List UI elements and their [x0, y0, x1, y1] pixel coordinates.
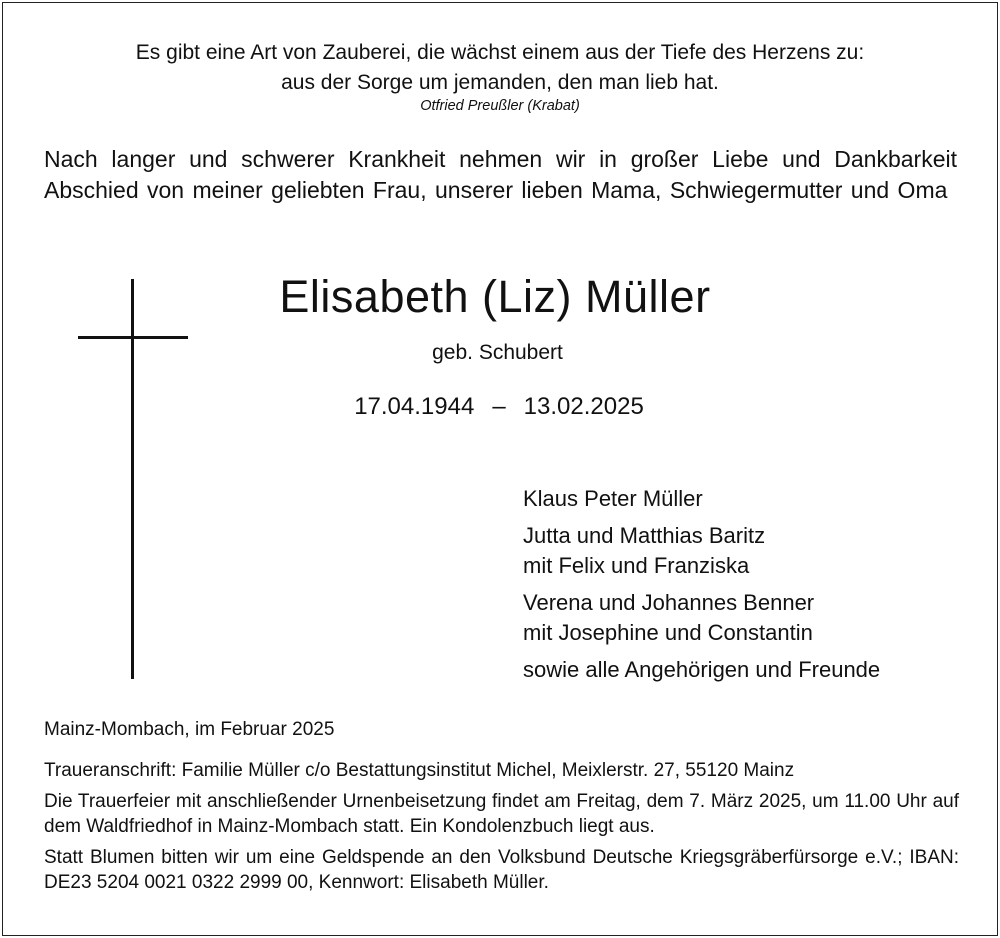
- mourner-group: [523, 484, 880, 514]
- life-dates: [0, 390, 998, 424]
- mourner-group: [523, 521, 880, 581]
- intro-text: Nach langer und schwerer Krankheit nehmen wir in großer Liebe und Dankbarkeit Abschied von meiner geliebten Frau, unserer lieben Mama, Schwiegermutter und Oma: [44, 146, 957, 203]
- donation-note: Statt Blumen bitten wir um eine Geldspende an den Volksbund Deutsche Kriegsgräberfürsorge e.V.; IBAN: DE23 5204 0021 0322 2999 00, Kennwort: Elisabeth Müller.: [44, 846, 959, 893]
- address-note: Traueranschrift: Familie Müller c/o Bestattungsinstitut Michel, Meixlerstr. 27, 55120 Mainz: [44, 760, 795, 781]
- quote-author: Otfried Preußler (Krabat): [420, 98, 580, 114]
- birth-date: 17.04.1944: [354, 393, 475, 420]
- mourners-list: [523, 484, 880, 692]
- date-dash: –: [492, 393, 506, 420]
- deceased-name: Elisabeth (Liz) Müller: [279, 271, 711, 322]
- death-date: 13.02.2025: [523, 393, 644, 420]
- quote-line-2: aus der Sorge um jemanden, den man lieb hat.: [281, 71, 719, 94]
- mourner-line: sowie alle Angehörigen und Freunde: [523, 657, 881, 682]
- ceremony-note: Die Trauerfeier mit anschließender Urnenbeisetzung findet am Freitag, dem 7. März 2025, um 11.00 Uhr auf dem Waldfriedhof in Mainz-Mombach statt. Ein Kondolenzbuch liegt aus.: [44, 790, 959, 837]
- mourner-line: mit Felix und Franziska: [523, 553, 750, 578]
- maiden-name: geb. Schubert: [432, 341, 563, 364]
- place-date: Mainz-Mombach, im Februar 2025: [44, 719, 335, 740]
- notes: [44, 758, 959, 901]
- mourner-line: mit Josephine und Constantin: [523, 620, 813, 645]
- mourner-group: [523, 655, 880, 685]
- mourner-line: Verena und Johannes Benner: [523, 590, 815, 615]
- mourner-line: Klaus Peter Müller: [523, 486, 703, 511]
- mourner-line: Jutta und Matthias Baritz: [523, 523, 766, 548]
- quote: [0, 38, 1000, 98]
- quote-line-1: Es gibt eine Art von Zauberei, die wächst einem aus der Tiefe des Herzens zu:: [135, 41, 865, 64]
- mourner-group: [523, 588, 880, 648]
